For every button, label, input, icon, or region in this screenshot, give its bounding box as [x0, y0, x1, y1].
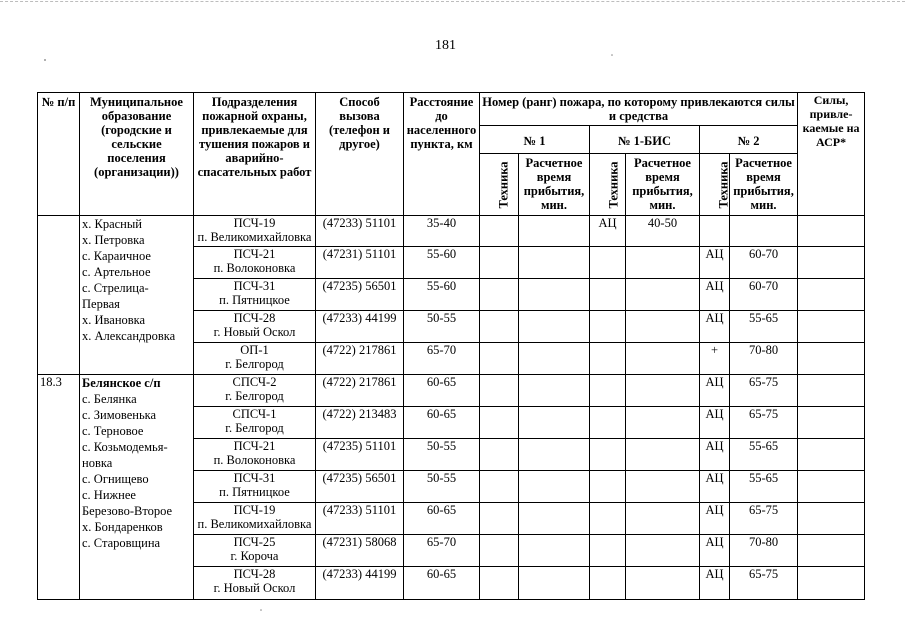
fire-unit-name: СПСЧ-2 [232, 375, 277, 389]
fire-unit-cell [194, 343, 316, 375]
municipality-line: с. Нижнее [82, 488, 136, 502]
header-fire-unit: Подразделения пожарной охраны, привлекаемые для тушения пожаров и аварийно-спасательных работ [194, 93, 316, 216]
fire-unit-location: г. Новый Оскол [213, 581, 296, 595]
call-method-cell: (47231) 51101 [316, 247, 404, 279]
time-rank-1-cell [519, 439, 590, 471]
time-rank-2-cell: 65-75 [730, 375, 798, 407]
asr-forces-cell [798, 471, 865, 503]
fire-unit-name: ПСЧ-25 [233, 535, 276, 549]
header-time-2: Расчетное время прибытия, мин. [730, 154, 798, 216]
asr-forces-cell [798, 375, 865, 407]
asr-forces-cell [798, 439, 865, 471]
municipality-line: х. Ивановка [82, 313, 146, 327]
tech-rank-1bis-cell [590, 567, 626, 600]
tech-rank-1bis-cell [590, 311, 626, 343]
asr-forces-cell [798, 216, 865, 247]
time-rank-1bis-cell [626, 535, 700, 567]
fire-unit-cell [194, 311, 316, 343]
fire-unit-location: г. Белгород [225, 357, 284, 371]
header-tech-1bis: Техника [590, 154, 626, 216]
row-number-cell: 18.3 [38, 375, 80, 600]
tech-rank-1bis-cell [590, 407, 626, 439]
tech-rank-1bis-cell [590, 279, 626, 311]
distance-cell: 55-60 [404, 279, 480, 311]
fire-unit-location: п. Пятницкое [219, 293, 290, 307]
fire-unit-cell [194, 279, 316, 311]
asr-forces-cell [798, 503, 865, 535]
fire-unit-cell [194, 567, 316, 600]
tech-rank-1-cell [480, 279, 519, 311]
header-number: № п/п [38, 93, 80, 216]
tech-rank-2-cell: АЦ [700, 567, 730, 600]
time-rank-1-cell [519, 279, 590, 311]
fire-unit-location: п. Волоконовка [213, 261, 296, 275]
municipality-line: с. Козьмодемья- [82, 440, 168, 454]
fire-unit-location: г. Белгород [225, 421, 284, 435]
time-rank-1-cell [519, 343, 590, 375]
tech-rank-1bis-cell [590, 471, 626, 503]
time-rank-1-cell [519, 375, 590, 407]
tech-rank-1bis-cell [590, 343, 626, 375]
header-rank-1: № 1 [480, 126, 590, 154]
tech-rank-1-cell [480, 311, 519, 343]
municipality-line: с. Старовщина [82, 536, 161, 550]
municipality-line: с. Зимовенька [82, 408, 157, 422]
fire-unit-cell [194, 439, 316, 471]
call-method-cell: (47233) 51101 [316, 216, 404, 247]
tech-rank-2-cell: АЦ [700, 439, 730, 471]
table-row [38, 216, 865, 247]
distance-cell: 60-65 [404, 375, 480, 407]
header-asr-forces: Силы, привле-каемые на АСР* [798, 93, 865, 216]
tech-rank-1bis-cell [590, 247, 626, 279]
fire-unit-name: ОП-1 [240, 343, 269, 357]
time-rank-2-cell: 65-75 [730, 503, 798, 535]
fire-unit-name: ПСЧ-31 [233, 471, 276, 485]
tech-rank-1bis-cell [590, 439, 626, 471]
fire-unit-location: п. Пятницкое [219, 485, 290, 499]
tech-rank-1-cell [480, 567, 519, 600]
time-rank-1-cell [519, 535, 590, 567]
fire-unit-cell [194, 247, 316, 279]
tech-rank-2-cell: АЦ [700, 311, 730, 343]
tech-rank-1-cell [480, 247, 519, 279]
tech-rank-1-cell [480, 343, 519, 375]
time-rank-2-cell: 65-75 [730, 407, 798, 439]
time-rank-1-cell [519, 311, 590, 343]
municipality-cell [80, 375, 194, 600]
municipality-line: Березово-Второе [82, 504, 173, 518]
fire-unit-location: г. Белгород [225, 389, 284, 403]
time-rank-1-cell [519, 407, 590, 439]
header-distance: Расстояние до населенного пункта, км [404, 93, 480, 216]
tech-rank-2-cell: АЦ [700, 407, 730, 439]
tech-rank-2-cell: АЦ [700, 535, 730, 567]
municipality-line: с. Артельное [82, 265, 151, 279]
time-rank-1bis-cell [626, 567, 700, 600]
fire-unit-name: ПСЧ-19 [233, 503, 276, 517]
fire-unit-cell [194, 535, 316, 567]
tech-rank-1-cell [480, 439, 519, 471]
municipality-line: х. Красный [82, 217, 142, 231]
fire-unit-name: СПСЧ-1 [232, 407, 277, 421]
call-method-cell: (47235) 51101 [316, 439, 404, 471]
fire-unit-location: п. Волоконовка [213, 453, 296, 467]
fire-unit-name: ПСЧ-31 [233, 279, 276, 293]
tech-rank-2-cell: АЦ [700, 247, 730, 279]
time-rank-1bis-cell [626, 311, 700, 343]
time-rank-1-cell [519, 503, 590, 535]
tech-rank-1-cell [480, 375, 519, 407]
distance-cell: 60-65 [404, 503, 480, 535]
time-rank-1bis-cell [626, 247, 700, 279]
call-method-cell: (47231) 58068 [316, 535, 404, 567]
header-fire-rank: Номер (ранг) пожара, по которому привлекаются силы и средства [480, 93, 798, 126]
fire-unit-cell [194, 216, 316, 247]
time-rank-1bis-cell [626, 375, 700, 407]
header-tech-2: Техника [700, 154, 730, 216]
header-time-1: Расчетное время прибытия, мин. [519, 154, 590, 216]
fire-unit-location: г. Короча [230, 549, 279, 563]
municipality-line: с. Белянка [82, 392, 137, 406]
tech-rank-2-cell: АЦ [700, 279, 730, 311]
fire-unit-cell [194, 503, 316, 535]
header-municipality: Муниципальное образование (городские и сельские поселения (организации)) [80, 93, 194, 216]
distance-cell: 60-65 [404, 567, 480, 600]
asr-forces-cell [798, 535, 865, 567]
call-method-cell: (4722) 213483 [316, 407, 404, 439]
distance-cell: 50-55 [404, 311, 480, 343]
time-rank-1bis-cell [626, 439, 700, 471]
municipality-line: с. Стрелица- [82, 281, 149, 295]
call-method-cell: (47235) 56501 [316, 471, 404, 503]
tech-rank-1-cell [480, 535, 519, 567]
asr-forces-cell [798, 279, 865, 311]
municipality-line: Первая [82, 297, 120, 311]
municipality-line: с. Караичное [82, 249, 151, 263]
time-rank-1bis-cell [626, 279, 700, 311]
fire-unit-location: г. Новый Оскол [213, 325, 296, 339]
distance-cell: 65-70 [404, 535, 480, 567]
tech-rank-1-cell [480, 216, 519, 247]
header-call-method: Способ вызова (телефон и другое) [316, 93, 404, 216]
time-rank-1bis-cell [626, 343, 700, 375]
municipality-line: Белянское с/п [82, 376, 161, 390]
time-rank-1-cell [519, 471, 590, 503]
distance-cell: 60-65 [404, 407, 480, 439]
time-rank-2-cell: 70-80 [730, 343, 798, 375]
tech-rank-1bis-cell [590, 503, 626, 535]
time-rank-1-cell [519, 567, 590, 600]
fire-unit-name: ПСЧ-28 [233, 311, 276, 325]
asr-forces-cell [798, 567, 865, 600]
municipality-line: х. Александровка [82, 329, 176, 343]
time-rank-2-cell: 55-65 [730, 311, 798, 343]
tech-rank-2-cell [700, 216, 730, 247]
time-rank-1bis-cell [626, 503, 700, 535]
distance-cell: 35-40 [404, 216, 480, 247]
distance-cell: 50-55 [404, 439, 480, 471]
municipality-line: х. Петровка [82, 233, 145, 247]
tech-rank-1-cell [480, 471, 519, 503]
table-row [38, 375, 865, 407]
tech-rank-2-cell: + [700, 343, 730, 375]
time-rank-1bis-cell: 40-50 [626, 216, 700, 247]
call-method-cell: (47233) 51101 [316, 503, 404, 535]
header-tech-1: Техника [480, 154, 519, 216]
fire-unit-name: ПСЧ-28 [233, 567, 276, 581]
municipality-line: новка [82, 456, 113, 470]
fire-unit-cell [194, 375, 316, 407]
municipality-line: с. Огнищево [82, 472, 149, 486]
call-method-cell: (4722) 217861 [316, 375, 404, 407]
tech-rank-1bis-cell: АЦ [590, 216, 626, 247]
tech-rank-2-cell: АЦ [700, 471, 730, 503]
call-method-cell: (47233) 44199 [316, 567, 404, 600]
tech-rank-1-cell [480, 503, 519, 535]
time-rank-2-cell: 65-75 [730, 567, 798, 600]
asr-forces-cell [798, 311, 865, 343]
tech-rank-1bis-cell [590, 375, 626, 407]
fire-unit-location: п. Великомихайловка [197, 230, 312, 244]
fire-unit-name: ПСЧ-21 [233, 247, 276, 261]
municipality-line: с. Терновое [82, 424, 144, 438]
time-rank-2-cell: 55-65 [730, 471, 798, 503]
fire-unit-name: ПСЧ-21 [233, 439, 276, 453]
time-rank-2-cell: 60-70 [730, 279, 798, 311]
tech-rank-1-cell [480, 407, 519, 439]
time-rank-2-cell [730, 216, 798, 247]
asr-forces-cell [798, 343, 865, 375]
distance-cell: 55-60 [404, 247, 480, 279]
time-rank-1-cell [519, 247, 590, 279]
call-method-cell: (47235) 56501 [316, 279, 404, 311]
distance-cell: 50-55 [404, 471, 480, 503]
distance-cell: 65-70 [404, 343, 480, 375]
call-method-cell: (47233) 44199 [316, 311, 404, 343]
time-rank-1bis-cell [626, 471, 700, 503]
time-rank-2-cell: 55-65 [730, 439, 798, 471]
call-method-cell: (4722) 217861 [316, 343, 404, 375]
header-time-1bis: Расчетное время прибытия, мин. [626, 154, 700, 216]
tech-rank-2-cell: АЦ [700, 375, 730, 407]
tech-rank-2-cell: АЦ [700, 503, 730, 535]
fire-unit-location: п. Великомихайловка [197, 517, 312, 531]
header-rank-2: № 2 [700, 126, 798, 154]
row-number-cell [38, 216, 80, 375]
municipality-cell [80, 216, 194, 375]
asr-forces-cell [798, 407, 865, 439]
fire-unit-name: ПСЧ-19 [233, 216, 276, 230]
time-rank-1-cell [519, 216, 590, 247]
page-number: 181 [435, 38, 456, 53]
asr-forces-cell [798, 247, 865, 279]
fire-unit-cell [194, 407, 316, 439]
time-rank-2-cell: 70-80 [730, 535, 798, 567]
fire-forces-table [37, 92, 865, 600]
header-rank-1bis: № 1-БИС [590, 126, 700, 154]
fire-unit-cell [194, 471, 316, 503]
time-rank-2-cell: 60-70 [730, 247, 798, 279]
table-body [38, 216, 865, 600]
municipality-line: х. Бондаренков [82, 520, 163, 534]
tech-rank-1bis-cell [590, 535, 626, 567]
time-rank-1bis-cell [626, 407, 700, 439]
